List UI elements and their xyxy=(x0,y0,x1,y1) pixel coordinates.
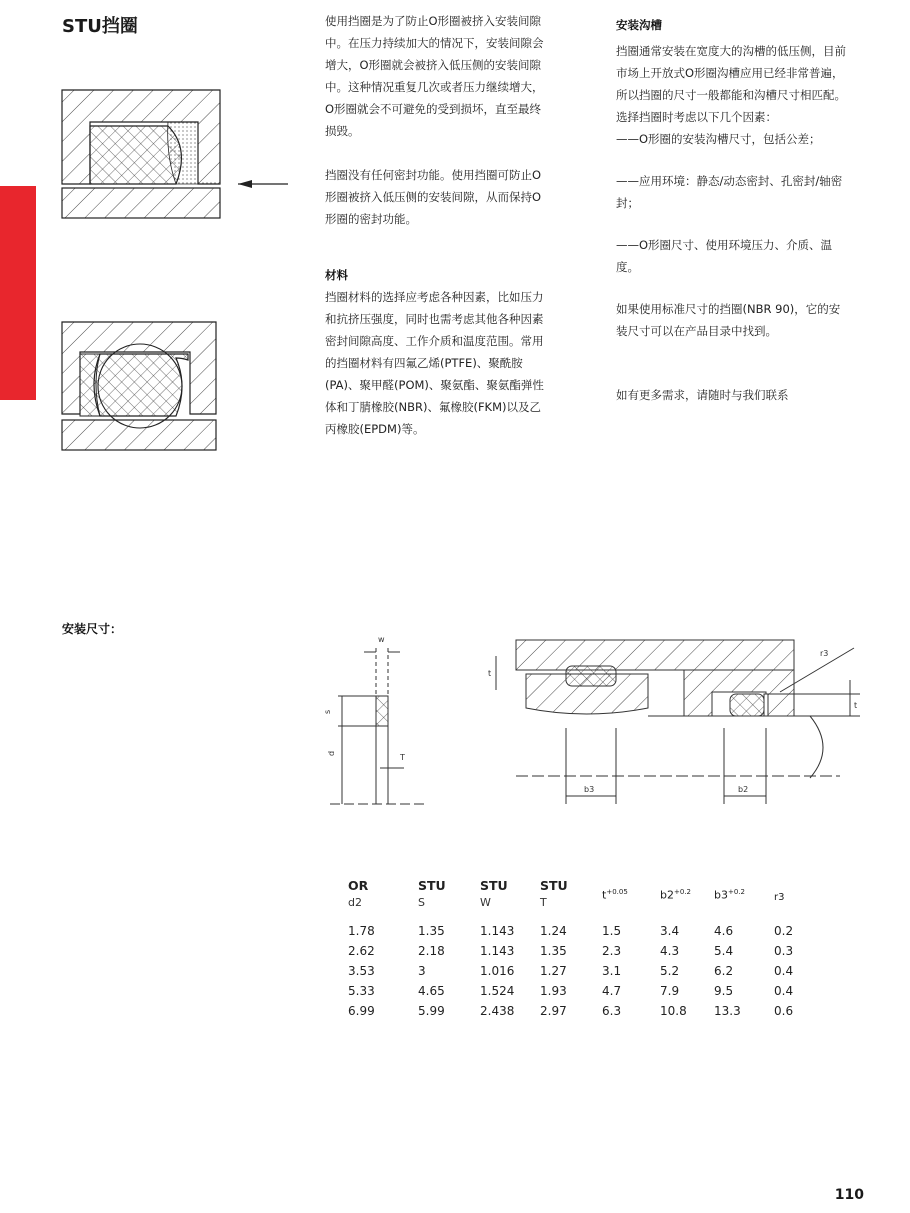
header-stu-s: STU xyxy=(418,878,446,893)
dimensions-table xyxy=(348,878,814,1024)
subheader-d2: d2 xyxy=(348,896,362,909)
cell: 0.6 xyxy=(774,1004,794,1018)
cell: 1.35 xyxy=(540,944,567,958)
contact-note: 如有更多需求，请随时与我们联系 xyxy=(616,388,789,402)
cell: 0.3 xyxy=(774,944,794,958)
installation-drawing xyxy=(320,628,868,818)
cell: 9.5 xyxy=(714,984,734,998)
page-title: STU挡圈 xyxy=(62,16,138,37)
cell: 1.35 xyxy=(418,924,445,938)
table-row xyxy=(348,984,814,1004)
materials-paragraph: 挡圈材料的选择应考虑各种因素，比如压力和抗挤压强度，同时也需考虑其他各种因素密封间隙高度、工作介质和温度范围。常用的挡圈材料有四氟乙烯(PTFE)、聚酰胺(PA)、聚甲醛(POM)、聚氨酯、聚氨酯弹性体和丁腈橡胶(NBR)、氟橡胶(FKM)以及乙丙橡胶(EPDM)等。 xyxy=(325,290,544,436)
header-stu-w: STU xyxy=(480,878,508,893)
cell: 5.33 xyxy=(348,984,375,998)
label-d: d xyxy=(327,750,336,756)
red-side-tab xyxy=(0,186,36,400)
subheader-t: T xyxy=(540,896,547,909)
cell: 1.143 xyxy=(480,944,515,958)
cell: 1.24 xyxy=(540,924,567,938)
groove-assembly-view xyxy=(496,640,860,804)
header-or: OR xyxy=(348,878,369,893)
page-number: 110 xyxy=(834,1187,864,1203)
cell: 5.4 xyxy=(714,944,734,958)
cell: 6.99 xyxy=(348,1004,375,1018)
header-r3-dim: r3 xyxy=(774,892,785,903)
cell: 1.524 xyxy=(480,984,515,998)
label-b3: b3 xyxy=(584,785,595,794)
subheader-s: S xyxy=(418,896,425,909)
label-b2: b2 xyxy=(738,785,749,794)
cell: 13.3 xyxy=(714,1004,741,1018)
backup-ring-illustration xyxy=(58,318,222,454)
cell: 1.143 xyxy=(480,924,515,938)
label-r3: r3 xyxy=(820,649,829,658)
table-row xyxy=(348,1004,814,1024)
header-b3-dim: $b3^{+0.2}$ xyxy=(714,888,745,902)
factor-environment: ——应用环境：静态/动态密封、孔密封/轴密封； xyxy=(616,174,843,210)
cell: 2.18 xyxy=(418,944,445,958)
cell: 4.3 xyxy=(660,944,680,958)
cell: 1.93 xyxy=(540,984,567,998)
extrusion-illustration xyxy=(58,86,298,222)
cell: 0.4 xyxy=(774,964,794,978)
table-row xyxy=(348,944,814,964)
label-s: s xyxy=(323,709,332,714)
table-row xyxy=(348,964,814,984)
label-t-right: t xyxy=(854,701,858,710)
intro-paragraph: 使用挡圈是为了防止O形圈被挤入安装间隙中。在压力持续加大的情况下，安装间隙会增大，O形圈就会被挤入低压侧的安装间隙中。这种情况重复几次或者压力继续增大，O形圈就会不可避免的受到损坏，直至最终损毁。 xyxy=(325,14,544,138)
function-paragraph: 挡圈没有任何密封功能。使用挡圈可防止O形圈被挤入低压侧的安装间隙，从而保持O形圈的密封功能。 xyxy=(325,168,542,226)
cell: 5.2 xyxy=(660,964,680,978)
table-header-row xyxy=(348,878,814,896)
cell: 3.53 xyxy=(348,964,375,978)
groove-paragraph: 挡圈通常安装在宽度大的沟槽的低压侧，目前市场上开放式O形圈沟槽应用已经非常普遍，所以挡圈的尺寸一般都能和沟槽尺寸相匹配。选择挡圈时考虑以下几个因素： xyxy=(616,44,846,124)
cell: 0.4 xyxy=(774,984,794,998)
cell: 3.4 xyxy=(660,924,680,938)
cell: 0.2 xyxy=(774,924,794,938)
cell: 6.2 xyxy=(714,964,734,978)
label-t-left: t xyxy=(488,669,492,678)
intro-column xyxy=(325,10,549,440)
cell: 2.3 xyxy=(602,944,622,958)
subheader-w: W xyxy=(480,896,491,909)
cell: 4.7 xyxy=(602,984,622,998)
table-row xyxy=(348,924,814,944)
factor-oring: ——O形圈尺寸、使用环境压力、介质、温度。 xyxy=(616,238,833,274)
groove-column xyxy=(616,14,848,406)
groove-heading: 安装沟槽 xyxy=(616,18,662,32)
cell: 1.016 xyxy=(480,964,515,978)
cell: 3.1 xyxy=(602,964,622,978)
factor-groove: ——O形圈的安装沟槽尺寸，包括公差； xyxy=(616,132,821,146)
cell: 2.62 xyxy=(348,944,375,958)
catalog-note: 如果使用标准尺寸的挡圈(NBR 90)，它的安装尺寸可以在产品目录中找到。 xyxy=(616,302,841,338)
cell: 3 xyxy=(418,964,426,978)
header-stu-t: STU xyxy=(540,878,568,893)
header-b2-dim: $b2^{+0.2}$ xyxy=(660,888,691,902)
cell: 2.97 xyxy=(540,1004,567,1018)
install-heading: 安装尺寸： xyxy=(62,622,123,636)
cell: 4.6 xyxy=(714,924,734,938)
cell: 10.8 xyxy=(660,1004,687,1018)
materials-heading: 材料 xyxy=(325,268,348,282)
cell: 1.5 xyxy=(602,924,622,938)
backup-ring-dimension-view xyxy=(330,648,428,804)
header-t-dim: $t^{+0.05}$ xyxy=(602,888,628,902)
cell: 4.65 xyxy=(418,984,445,998)
label-T: T xyxy=(400,753,405,762)
cell: 7.9 xyxy=(660,984,680,998)
cell: 1.78 xyxy=(348,924,375,938)
cell: 5.99 xyxy=(418,1004,445,1018)
label-w: w xyxy=(378,635,385,644)
cell: 1.27 xyxy=(540,964,567,978)
cell: 2.438 xyxy=(480,1004,515,1018)
cell: 6.3 xyxy=(602,1004,622,1018)
